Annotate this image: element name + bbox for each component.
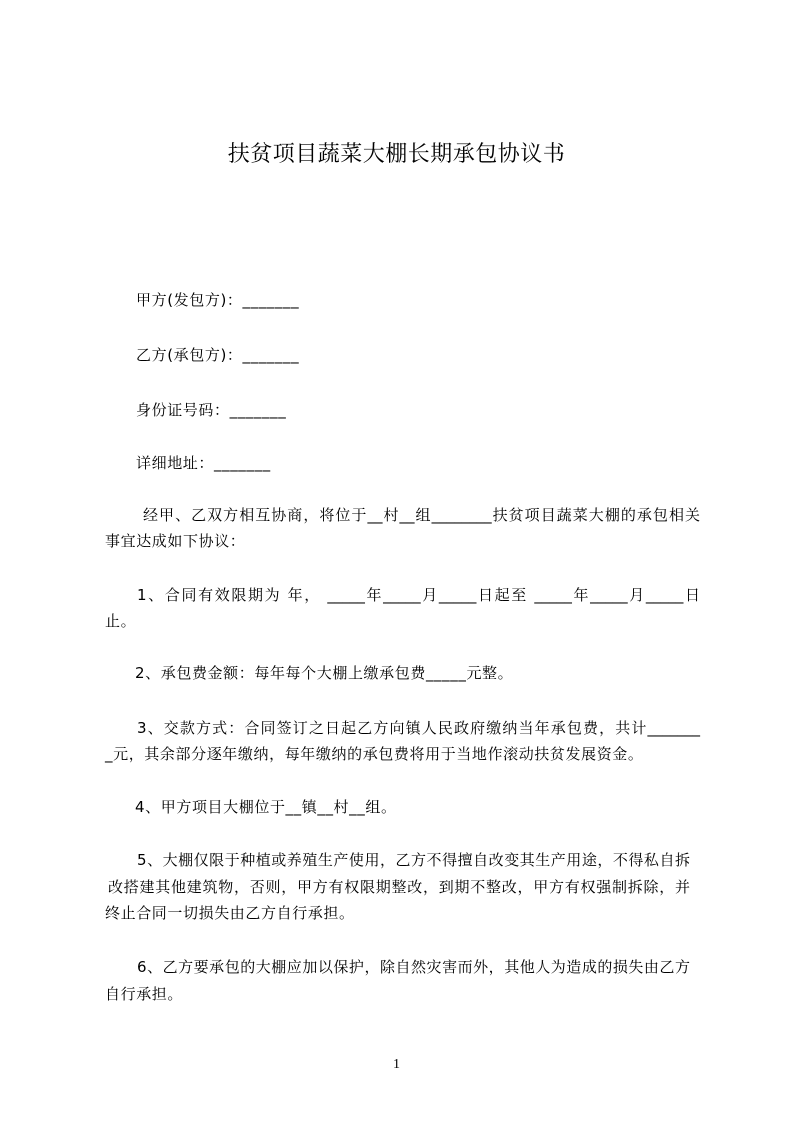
field-party-a: 甲方(发包方)：_______	[136, 291, 300, 309]
paragraph-line: 改搭建其他建筑物，否则，甲方有权限期整改，到期不整改，甲方有权强制拆除，并	[108, 878, 690, 896]
paragraph-line: 自行承担。	[105, 985, 184, 1003]
paragraph-line: 终止合同一切损失由乙方自行承担。	[105, 904, 355, 922]
paragraph-line: 6、乙方要承包的大棚应加以保护，除自然灾害而外，其他人为造成的损失由乙方	[137, 958, 690, 976]
field-id-number: 身份证号码：_______	[136, 401, 287, 419]
field-party-b: 乙方(承包方)：_______	[136, 346, 300, 364]
document-title: 扶贫项目蔬菜大棚长期承包协议书	[227, 142, 566, 167]
paragraph-line: 2、承包费金额：每年每个大棚上缴承包费_____元整。	[135, 664, 514, 682]
field-address: 详细地址：_______	[136, 454, 271, 472]
paragraph-line: 5、大棚仅限于种植或养殖生产使用，乙方不得擅自改变其生产用途，不得私自拆	[137, 851, 690, 869]
paragraph-line: 3、交款方式：合同签订之日起乙方向镇人民政府缴纳当年承包费，共计_______	[137, 719, 700, 737]
paragraph-line: 事宜达成如下协议：	[105, 532, 246, 550]
paragraph-line: 止。	[105, 612, 137, 630]
paragraph-line: 4、甲方项目大棚位于__镇__村__组。	[135, 798, 397, 816]
page-number: 1	[393, 1057, 400, 1072]
paragraph-line: _元，其余部分逐年缴纳，每年缴纳的承包费将用于当地作滚动扶贫发展资金。	[105, 745, 644, 763]
paragraph-line: 1、合同有效限期为 年， _____年_____月_____日起至 _____年_____月_____日	[137, 586, 700, 604]
paragraph-line: 经甲、乙双方相互协商，将位于__村__组________扶贫项目蔬菜大棚的承包相关	[143, 506, 700, 524]
